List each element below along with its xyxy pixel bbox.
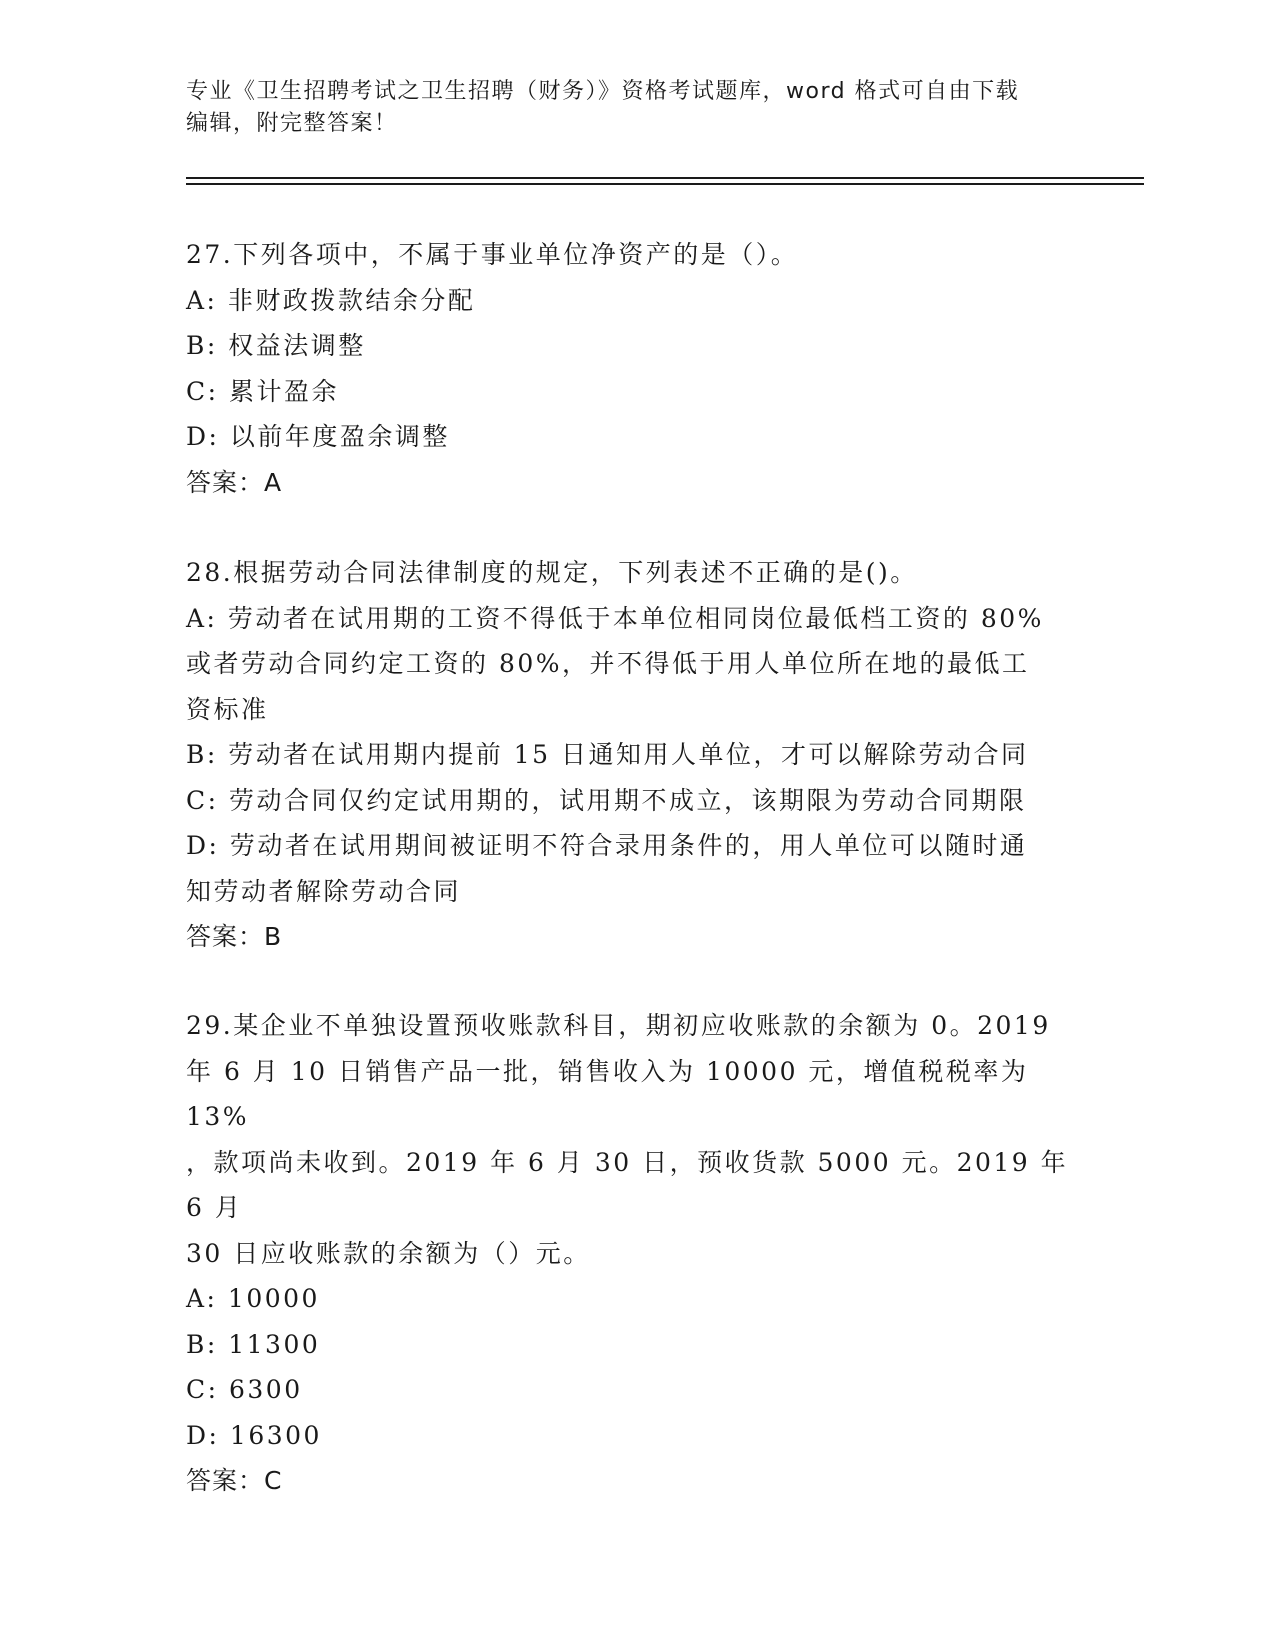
- question-stem-line: ，款项尚未收到。2019 年 6 月 30 日，预收货款 5000 元。2019 年 6 月: [186, 1147, 1069, 1222]
- option-b: B: 劳动者在试用期内提前 15 日通知用人单位，才可以解除劳动合同: [186, 740, 1029, 769]
- option-c: C: 劳动合同仅约定试用期的，试用期不成立，该期限为劳动合同期限: [186, 785, 1027, 815]
- option-d-continued: 知劳动者解除劳动合同: [186, 876, 462, 906]
- option-a-continued: 或者劳动合同约定工资的 80%，并不得低于用人单位所在地的最低工: [186, 649, 1030, 678]
- option-a: A: 10000: [186, 1284, 320, 1313]
- option-c: C: 累计盈余: [186, 376, 339, 406]
- option-d: D: 劳动者在试用期间被证明不符合录用条件的，用人单位可以随时通: [186, 831, 1028, 860]
- option-c: C: 6300: [186, 1375, 303, 1404]
- option-b: B: 11300: [186, 1329, 321, 1359]
- option-d: D: 16300: [186, 1420, 322, 1450]
- question-stem-line: 27.下列各项中，不属于事业单位净资产的是（）。: [186, 240, 799, 269]
- option-a: A: 非财政拨款结余分配: [186, 285, 476, 315]
- question-stem-line: 29.某企业不单独设置预收账款科目，期初应收账款的余额为 0。2019: [186, 1011, 1051, 1040]
- question-stem-line: 28.根据劳动合同法律制度的规定，下列表述不正确的是()。: [186, 558, 918, 587]
- question-27: [186, 232, 1086, 505]
- header-line-1: 专业《卫生招聘考试之卫生招聘（财务）》资格考试题库，word 格式可自由下载: [186, 79, 1020, 104]
- answer-label: 答案：C: [186, 1466, 283, 1495]
- option-a: A: 劳动者在试用期的工资不得低于本单位相同岗位最低档工资的 80%: [186, 603, 1044, 633]
- header-divider-top: [186, 177, 1144, 179]
- document-header: [186, 76, 1086, 140]
- option-d: D: 以前年度盈余调整: [186, 422, 450, 451]
- question-29: [186, 1003, 1086, 1504]
- question-28: [186, 550, 1086, 960]
- answer-label: 答案：A: [186, 467, 283, 497]
- question-stem-line: 年 6 月 10 日销售产品一批，销售收入为 10000 元，增值税税率为 13%: [186, 1056, 1029, 1131]
- option-b: B: 权益法调整: [186, 331, 366, 360]
- header-line-2: 编辑，附完整答案！: [186, 111, 398, 136]
- question-stem-line: 30 日应收账款的余额为（）元。: [186, 1238, 591, 1268]
- answer-label: 答案：B: [186, 922, 283, 951]
- option-a-continued: 资标准: [186, 694, 269, 724]
- header-divider-bottom: [186, 183, 1144, 185]
